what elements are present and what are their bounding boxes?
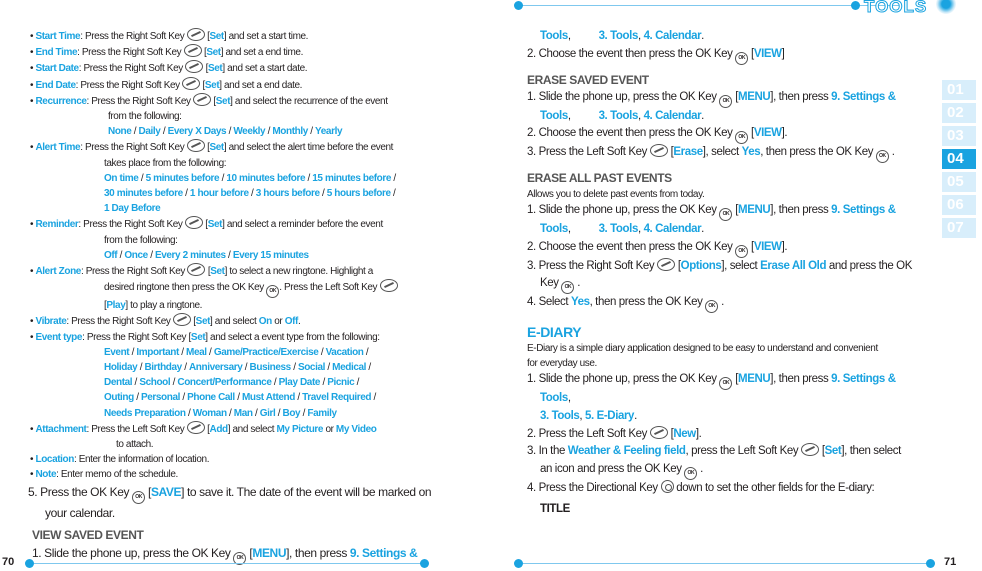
ok-key-icon: OK xyxy=(876,150,889,163)
alert-time-text: takes place from the following: xyxy=(104,157,227,169)
step-5: 5. Press the OK Key OK [SAVE] to save it. The date of the event will be marked on xyxy=(28,483,440,504)
right-soft-key-icon xyxy=(185,216,203,229)
header-glow-icon xyxy=(936,0,956,14)
erase-step-2: 2. Choose the event then press the OK Key OK [VIEW]. xyxy=(527,125,927,144)
event-options: Needs Preparation / Woman / Man / Girl / Boy / Family xyxy=(104,407,337,419)
start-time-item: • Start Time: Press the Right Soft Key [Set] and set a start time. xyxy=(30,28,440,44)
event-options: Outing / Personal / Phone Call / Must Attend / Travel Required / xyxy=(104,392,376,404)
chapter-tab[interactable]: 01 xyxy=(942,80,976,100)
footer-dot xyxy=(25,559,34,568)
alert-options: 1 Day Before xyxy=(104,203,161,215)
erase-all-step-3-cont: Key OK . xyxy=(527,275,927,294)
attachment-text: to attach. xyxy=(116,439,154,451)
erase-all-step-3: 3. Press the Right Soft Key [Options], select Erase All Old and press the OK xyxy=(527,259,913,272)
ok-key-icon: OK xyxy=(735,245,748,258)
right-soft-key-icon xyxy=(193,93,211,106)
alert-zone-text: desired ringtone then press the OK Key OK . Press the Left Soft Key xyxy=(30,279,440,298)
erase-all-step-4: 4. Select Yes, then press the OK Key OK . xyxy=(527,294,927,313)
ok-key-icon: OK xyxy=(735,131,748,144)
reminder-text: from the following: xyxy=(104,234,178,246)
erase-saved-event-heading: ERASE SAVED EVENT xyxy=(527,72,649,87)
alert-options: On time / 5 minutes before / 10 minutes before / 15 minutes before / xyxy=(104,172,396,184)
erase-all-step-1: 1. Slide the phone up, press the OK Key OK [MENU], then press 9. Settings & xyxy=(527,202,927,221)
erase-step-1-cont: Tools, 3. Tools, 4. Calendar. xyxy=(540,109,704,122)
chapter-tab[interactable]: 07 xyxy=(942,218,976,238)
ok-key-icon: OK xyxy=(233,552,246,565)
chapter-tabs xyxy=(942,80,976,241)
chapter-tab[interactable]: 06 xyxy=(942,195,976,215)
chapter-tab-active[interactable]: 04 xyxy=(942,149,976,169)
note-item: • Note: Enter memo of the schedule. xyxy=(30,469,178,481)
reminder-options: Off / Once / Every 2 minutes / Every 15 minutes xyxy=(104,249,309,261)
left-soft-key-icon xyxy=(650,426,668,439)
left-soft-key-icon xyxy=(187,421,205,434)
view-step-1: 1. Slide the phone up, press the OK Key OK [MENU], then press 9. Settings & xyxy=(32,544,440,565)
erase-step-1: 1. Slide the phone up, press the OK Key OK [MENU], then press 9. Settings & xyxy=(527,89,927,108)
right-soft-key-icon xyxy=(182,77,200,90)
right-soft-key-icon xyxy=(184,44,202,57)
attachment-item: • Attachment: Press the Left Soft Key [Add] and select My Picture or My Video xyxy=(30,421,440,437)
right-soft-key-icon xyxy=(173,313,191,326)
event-type-item: • Event type: Press the Right Soft Key [Set] and select a event type from the following: xyxy=(30,331,380,343)
e-diary-step-1-cont: 3. Tools, 5. E-Diary. xyxy=(540,409,637,422)
footer-dot xyxy=(420,559,429,568)
recurrence-options: None / Daily / Every X Days / Weekly / Monthly / Yearly xyxy=(108,126,343,138)
erase-all-description: Allows you to delete past events from today. xyxy=(527,189,705,201)
right-soft-key-icon xyxy=(185,60,203,73)
ok-key-icon: OK xyxy=(719,208,732,221)
e-diary-heading: E-DIARY xyxy=(527,324,582,341)
event-options: Event / Important / Meal / Game/Practice/Exercise / Vacation / xyxy=(104,346,369,358)
left-column xyxy=(30,28,440,565)
e-diary-step-1-cont: Tools, xyxy=(540,392,571,405)
step-5-text: your calendar. xyxy=(45,505,115,520)
event-options: Dental / School / Concert/Performance / Play Date / Picnic / xyxy=(104,377,360,389)
e-diary-description: E-Diary is a simple diary application designed to be easy to understand and convenient xyxy=(527,343,878,355)
header-dot xyxy=(851,1,860,10)
erase-all-step-2: 2. Choose the event then press the OK Key OK [VIEW]. xyxy=(527,239,927,258)
e-diary-step-1: 1. Slide the phone up, press the OK Key OK [MENU], then press 9. Settings & xyxy=(527,371,927,390)
ok-key-icon: OK xyxy=(561,281,574,294)
erase-all-step-1-cont: Tools, 3. Tools, 4. Calendar. xyxy=(540,223,704,236)
erase-all-past-events-heading: ERASE ALL PAST EVENTS xyxy=(527,171,672,186)
footer-dot xyxy=(514,559,523,568)
vibrate-item: • Vibrate: Press the Right Soft Key [Set] and select On or Off. xyxy=(30,313,440,329)
section-title: TOOLS xyxy=(864,0,928,16)
right-soft-key-icon xyxy=(187,263,205,276)
ok-key-icon: OK xyxy=(705,300,718,313)
view-saved-event-heading: VIEW SAVED EVENT xyxy=(32,527,144,542)
location-item: • Location: Enter the information of location. xyxy=(30,454,210,466)
e-diary-step-3: 3. In the Weather & Feeling field, press the Left Soft Key [Set], then select xyxy=(527,445,901,458)
alert-time-item: • Alert Time: Press the Right Soft Key [Set] and select the alert time before the event xyxy=(30,139,440,155)
chapter-tab[interactable]: 03 xyxy=(942,126,976,146)
footer-rule xyxy=(34,563,423,564)
start-date-item: • Start Date: Press the Right Soft Key [Set] and set a start date. xyxy=(30,60,440,76)
ok-key-icon: OK xyxy=(132,491,145,504)
title-field-label: TITLE xyxy=(540,503,570,516)
alert-options: 30 minutes before / 1 hour before / 3 hours before / 5 hours before / xyxy=(104,188,396,200)
end-date-item: • End Date: Press the Right Soft Key [Set] and set a end date. xyxy=(30,77,440,93)
reminder-item: • Reminder: Press the Right Soft Key [Set] and select a reminder before the event xyxy=(30,216,440,232)
footer-dot xyxy=(926,559,935,568)
ok-key-icon: OK xyxy=(684,467,697,480)
left-soft-key-icon xyxy=(801,443,819,456)
page-number-left: 70 xyxy=(2,556,15,568)
page-number-right: 71 xyxy=(944,556,957,568)
right-soft-key-icon xyxy=(187,139,205,152)
right-column xyxy=(527,28,927,519)
ok-key-icon: OK xyxy=(719,95,732,108)
end-time-item: • End Time: Press the Right Soft Key [Set] and set a end time. xyxy=(30,44,440,60)
chapter-tab[interactable]: 05 xyxy=(942,172,976,192)
e-diary-step-4: 4. Press the Directional Key down to set the other fields for the E-diary: xyxy=(527,481,875,494)
recurrence-text: from the following: xyxy=(108,111,182,123)
view-step-1-cont: Tools, 3. Tools, 4. Calendar. xyxy=(540,30,704,42)
right-soft-key-icon xyxy=(187,28,205,41)
e-diary-step-2: 2. Press the Left Soft Key [New]. xyxy=(527,427,702,440)
erase-step-3: 3. Press the Left Soft Key [Erase], select Yes, then press the OK Key OK . xyxy=(527,144,927,163)
header-dot xyxy=(514,1,523,10)
left-soft-key-icon xyxy=(380,279,398,292)
chapter-tab[interactable]: 02 xyxy=(942,103,976,123)
alert-zone-item: • Alert Zone: Press the Right Soft Key [Set] to select a new ringtone. Highlight a xyxy=(30,263,440,279)
recurrence-item: • Recurrence: Press the Right Soft Key [Set] and select the recurrence of the event xyxy=(30,93,440,109)
alert-zone-text: [Play] to play a ringtone. xyxy=(104,300,203,312)
right-soft-key-icon xyxy=(657,258,675,271)
ok-key-icon: OK xyxy=(735,52,748,65)
left-soft-key-icon xyxy=(650,144,668,157)
ok-key-icon: OK xyxy=(719,377,732,390)
ok-key-icon: OK xyxy=(266,285,279,298)
directional-key-icon xyxy=(661,480,674,493)
footer-rule xyxy=(523,563,928,564)
e-diary-description: for everyday use. xyxy=(527,358,597,370)
event-options: Holiday / Birthday / Anniversary / Business / Social / Medical / xyxy=(104,362,371,374)
header-rule xyxy=(520,5,900,6)
view-step-2: 2. Choose the event then press the OK Key OK [VIEW] xyxy=(527,46,927,65)
e-diary-step-3-cont: an icon and press the OK Key OK . xyxy=(527,461,927,480)
